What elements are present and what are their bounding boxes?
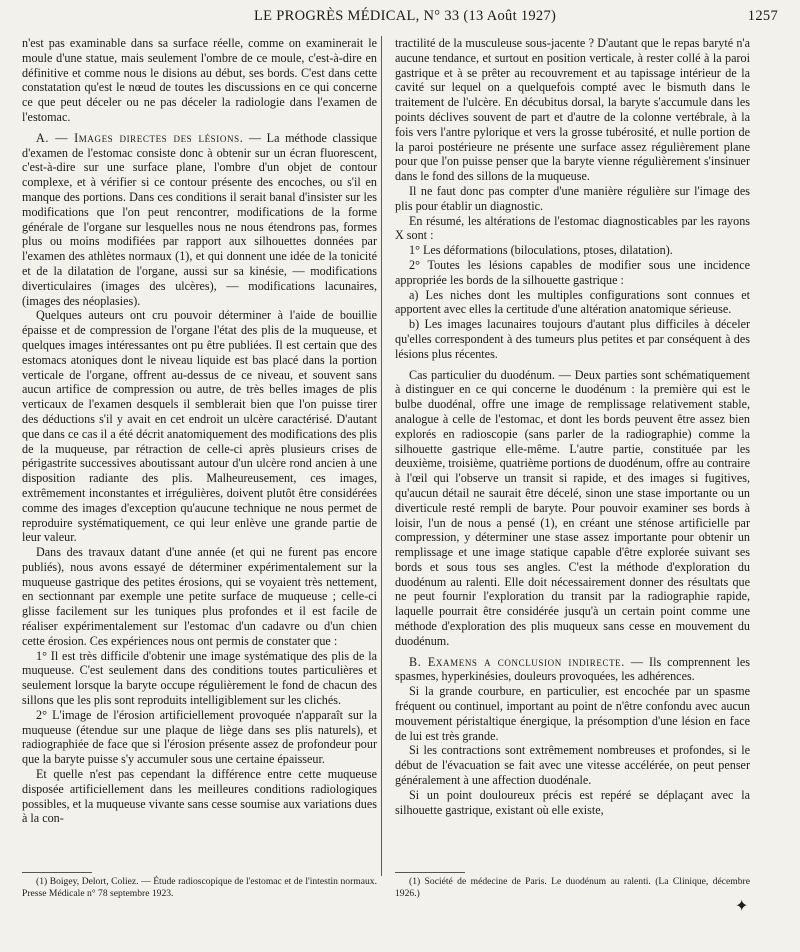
left-column bbox=[22, 36, 377, 826]
section-a-heading: A. — Images directes des lésions. bbox=[36, 130, 244, 145]
right-footnote bbox=[395, 876, 750, 899]
right-paragraph-6: a) Les niches dont les multiples configurations sont connues et apportent avec elles la certitude d'une altération anatomique sérieuse. bbox=[395, 287, 750, 317]
left-paragraph-3: Quelques auteurs ont cru pouvoir déterminer à l'aide de bouillie épaisse et de compression de l'organe l'état des plis de la muqueuse, et quelques images intéressantes ont pu être publiées. Il est certain que des estomacs atoniques dont le niveau liquide est bas placé dans la portion verticale de l'organe, offrent au-dessus de ce niveau, et souvent sans aucun artifice de compression ou autre, de très belles images de plis verticaux de l'examen desquels il semblerait bien que l'on puisse tirer des déductions s'il y avait en cet endroit un ulcère caractérisé. D'autant que dans ce cas il a été décrit anatomiquement des modifications des plis de la muqueuse, par rétraction de celle-ci après plusieurs crises de périgastrite successives aboutissant autour d'un ulcère rond ancien à une disposition radiante des plis. Malheureusement, ces images, extrêmement inconstantes et irrégulières, doivent plutôt être considérées comme des images d'exception qu'aucune technique ne nous permet de reproduire systématiquement, ce qui leur enlève une grande partie de leur valeur. bbox=[22, 308, 377, 545]
right-footnote-text: (1) Société de médecine de Paris. Le duodénum au ralenti. (La Clinique, décembre 1926.) bbox=[395, 876, 750, 899]
right-paragraph-7: b) Les images lacunaires toujours d'autant plus difficiles à déceler qu'elles correspondent à des tumeurs plus petites et par conséquent à des lésions plus récentes. bbox=[395, 317, 750, 361]
right-paragraph-5: 2° Toutes les lésions capables de modifier sous une incidence appropriée les bords de la silhouette gastrique : bbox=[395, 257, 750, 287]
column-divider bbox=[381, 36, 382, 876]
right-paragraph-4: 1° Les déformations (biloculations, ptoses, dilatation). bbox=[409, 243, 673, 258]
right-column bbox=[395, 36, 750, 817]
left-footnote-text: (1) Boigey, Delort, Coliez. — Étude radioscopique de l'estomac et de l'intestin normaux. Presse Médicale n° 78 septembre 1923. bbox=[22, 876, 377, 899]
left-paragraph-6: 2° L'image de l'érosion artificiellement provoquée n'apparaît sur la muqueuse (étendue sur une plaque de liège dans ses plis naturels), et radiographiée de face que si l'érosion présente assez de profondeur pour que la baryte puisse s'y accumuler sous une certaine épaisseur. bbox=[22, 707, 377, 767]
left-paragraph-7: Et quelle n'est pas cependant la différence entre cette muqueuse disposée artificiellement dans les meilleures conditions radiologiques possibles, et la muqueuse vivante sans cesse soumise aux variations dues à la con- bbox=[22, 767, 377, 826]
page-number: 1257 bbox=[747, 8, 778, 24]
left-paragraph-1: n'est pas examinable dans sa surface réelle, comme on examinerait le moule d'une statue, mais seulement l'ombre de ce moule, c'est-à-dire en définitive et comme nous le disions au début, ses bords. C'est dans cette constatation qu'est le nœud de toutes les discussions en ce qui concerne ce que peut déceler ou ne pas déceler la radiologie dans l'examen de l'estomac. bbox=[22, 36, 377, 124]
left-footnote-rule bbox=[22, 872, 92, 873]
journal-title: LE PROGRÈS MÉDICAL, N° 33 (13 Août 1927) bbox=[254, 8, 557, 24]
right-footnote-rule bbox=[395, 872, 465, 873]
duodenum-paragraph: Cas particulier du duodénum. — Deux parties sont schématiquement à distinguer en ce qui concerne le duodénum : la première qui est le bulbe duodénal, offre une image de remplissage relativement stable, analogue à celle de l'estomac, et dont les bords peuvent être assez bien explorés en radioscopie (sans parler de la radiographie) comme la silhouette gastrique elle-même. L'autre partie, constituée par les deuxième, troisième, quatrième portions de duodénum, offre au contraire à l'œil qui l'observe un transit si rapide, et des images si fugitives, qu'aucun détail ne saurait être décelé, sinon une stase importante ou un diverticule resté rempli de baryte. Pour pouvoir examiner ses bords à loisir, l'un de nous a pensé (1), en créant une sténose artificielle par compression, y déterminer une stase assez importante pour obtenir un remplissage et une image statique capable d'être explorée suivant ses bords et sous tous ses angles. C'est la méthode d'exploration du duodénum au ralenti. Elle doit nécessairement donner des résultats que ne peut fournir l'exploration du transit par la radiographie rapide, laquelle pourrait être considérée jusqu'à un certain point comme une méthode d'exploration des plis muqueux sans cesse en mouvement du duodénum. bbox=[395, 367, 750, 648]
section-b-heading: B. Examens a conclusion indirecte. bbox=[409, 654, 625, 669]
right-paragraph-10: Si la grande courbure, en particulier, est encochée par un spasme fréquent ou continuel, important au point de n'être confondu avec aucun mouvement péristaltique énergique, la présomption d'une lésion en face de lui est très grande. bbox=[395, 684, 750, 743]
section-b-paragraph bbox=[395, 655, 750, 685]
section-b-text: — Ils comprennent les spasmes, hyperkinésies, douleurs provoquées, les adhérences. bbox=[395, 654, 750, 684]
left-paragraph-4: Dans des travaux datant d'une année (et qui ne furent pas encore publiés), nous avons essayé de déterminer expérimentalement sur la muqueuse gastrique des petites érosions, qui se voyaient très nettement, en sectionnant par exemple une petite surface de muqueuse ; celle-ci glisse facilement sur les tuniques plus profondes et il est facile de réaliser expérimentalement sur l'estomac d'un cadavre ou d'un chien cette érosion. Ces expériences nous ont permis de constater que : bbox=[22, 545, 377, 648]
running-header bbox=[22, 8, 778, 28]
section-a-paragraph bbox=[22, 131, 377, 309]
right-paragraph-3: En résumé, les altérations de l'estomac diagnosticables par les rayons X sont : bbox=[395, 213, 750, 243]
left-footnote bbox=[22, 876, 377, 899]
right-paragraph-2: Il ne faut donc pas compter d'une manière régulière sur l'image des plis pour établir un diagnostic. bbox=[395, 183, 750, 213]
right-paragraph-12: Si un point douloureux précis est repéré se déplaçant avec la silhouette gastrique, existant où elle existe, bbox=[395, 787, 750, 817]
right-paragraph-1: tractilité de la musculeuse sous-jacente ? D'autant que le repas baryté n'a aucune tendance, et surtout en position verticale, à rester collé à la paroi gastrique et à se prêter au recouvrement et au tapissage intérieur de la cavité sur lequel on a quelquefois compté avec le bismuth dans le traitement de l'ulcère. En décubitus dorsal, la baryte s'accumule dans les points déclives souvent de part et d'autre de la colonne vertébrale, à la fois vers l'antre pylorique et vers la grosse tubérosité, et nulle portion de la paroi postérieure ne présente une surface assez régulièrement plane pour que l'on puisse penser que la baryte vienne régulièrement s'insinuer dans le fond des sillons de la muqueuse. bbox=[395, 36, 750, 184]
section-a-text: — La méthode classique d'examen de l'estomac consiste donc à obtenir sur un écran fluorescent, c'est-à-dire sur une surface plane, l'ombre d'un objet de contour complexe, et à vérifier si ce contour présente des encoches, ou s'il en manque des portions. Dans ces conditions il serait banal d'insister sur les modifications que l'on peut rencontrer, modifications de la forme générale de l'organe sur lesquelles nous ne nous étendrons pas, formes plus ou moins modifiées par rapport aux silhouettes données par l'examen des athlètes normaux (1), et qui donnent une idée de la tonicité et de la dilatation de l'organe, aussi sur sa kinésie, — modifications diverticulaires (images des ulcères), — modifications lacunaires, (images des néoplasies). bbox=[22, 130, 377, 308]
ornament-icon: ✦ bbox=[735, 898, 749, 915]
left-paragraph-5: 1° Il est très difficile d'obtenir une image systématique des plis de la muqueuse. C'est seulement dans des conditions toutes particulières et seulement lorsque la baryte occupe régulièrement le fond de chacun des sillons que les plis sont reproduits intelligiblement sur les clichés. bbox=[22, 648, 377, 708]
right-paragraph-11: Si les contractions sont extrêmement nombreuses et profondes, si le début de l'évacuation se fait avec une vitesse accélérée, on peut penser généralement à une affection duodénale. bbox=[395, 743, 750, 788]
